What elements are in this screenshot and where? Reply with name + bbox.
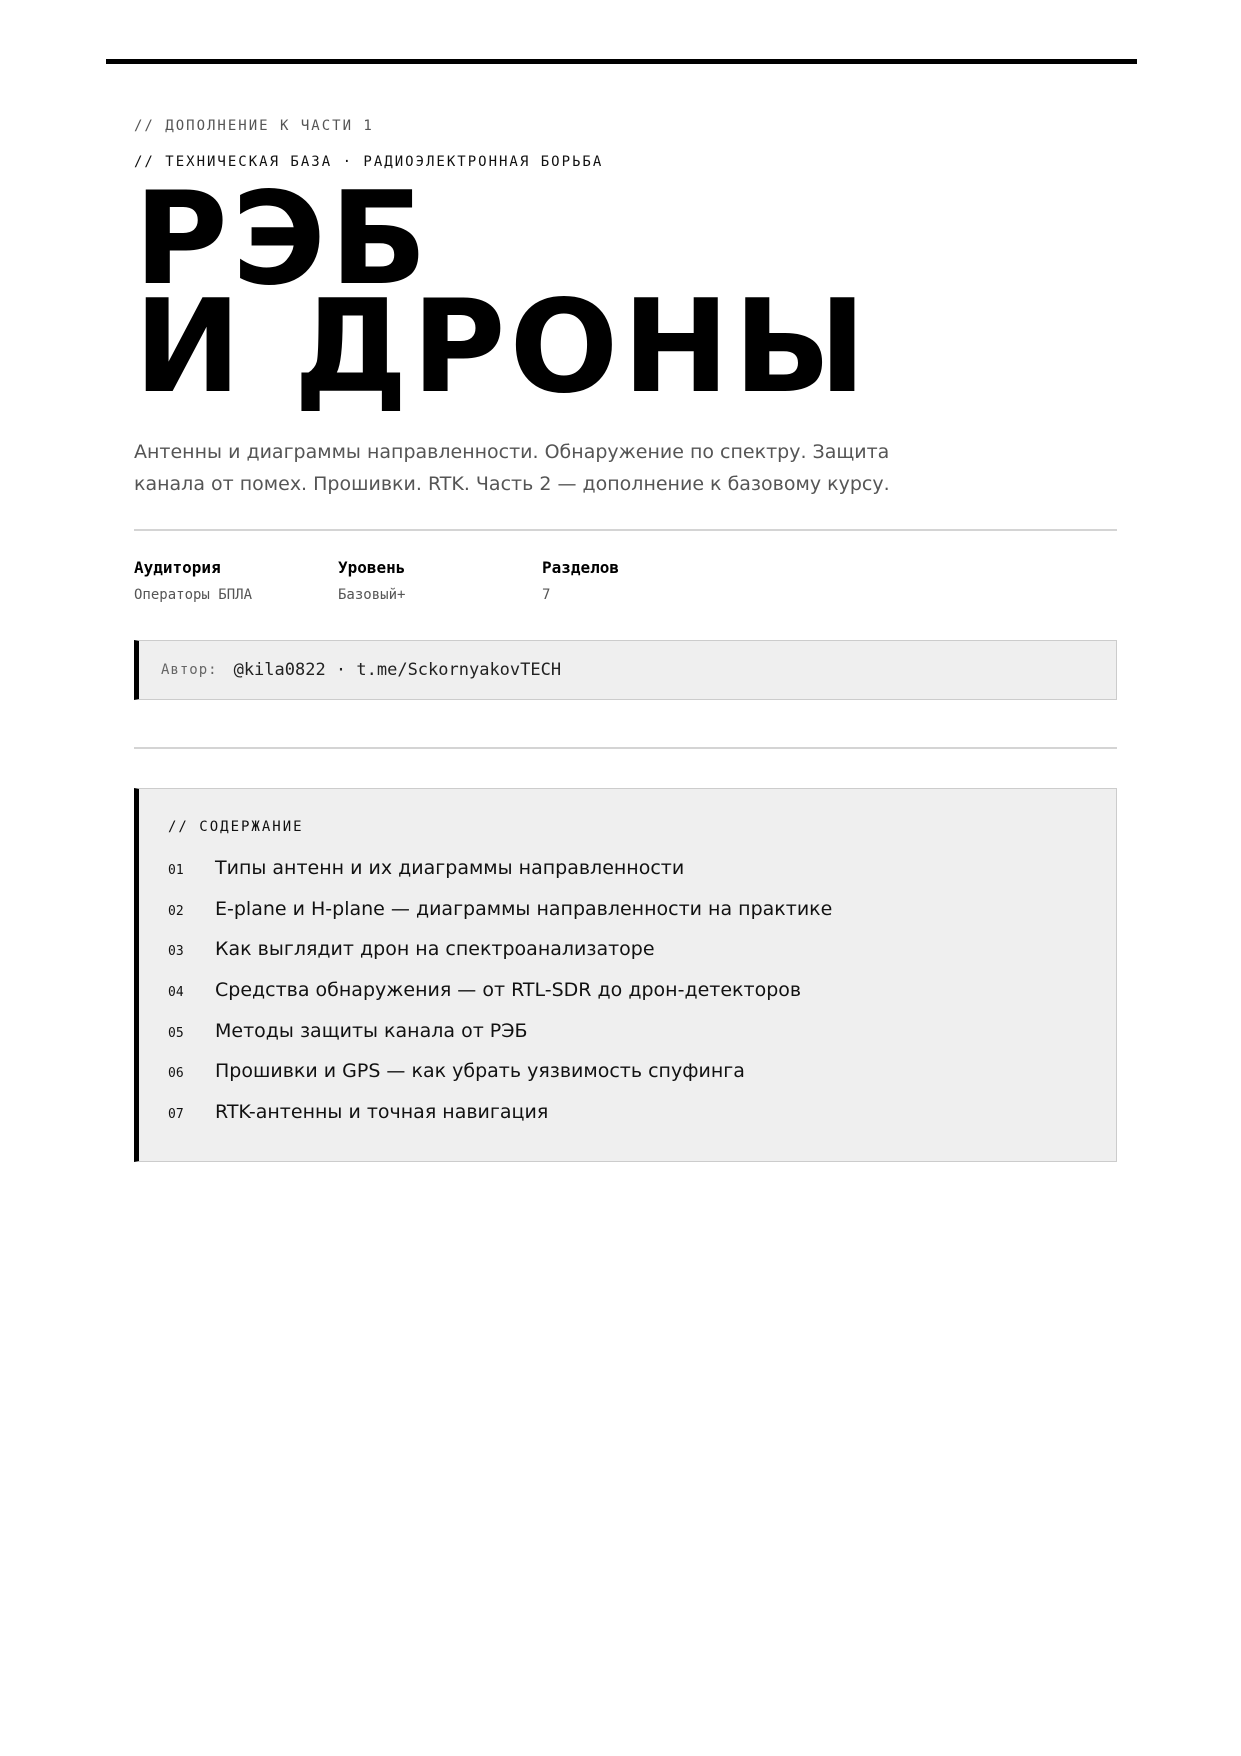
kicker-part: // ДОПОЛНЕНИЕ К ЧАСТИ 1 [134, 118, 374, 134]
subtitle [134, 436, 934, 500]
subtitle-line-1: Антенны и диаграммы направленности. Обнаружение по спектру. Защита [134, 441, 890, 463]
toc-item-text: Методы защиты канала от РЭБ [215, 1019, 528, 1042]
meta-audience [134, 558, 338, 603]
subtitle-line-2: канала от помех. Прошивки. RTK. Часть 2 — дополнение к базовому курсу. [134, 473, 890, 495]
toc-item-text: E-plane и H-plane — диаграммы направленности на практике [215, 897, 833, 920]
divider [134, 529, 1117, 531]
meta-label: Уровень [338, 558, 406, 577]
meta-info [134, 558, 746, 603]
toc-item[interactable] [168, 857, 1116, 898]
meta-label: Аудитория [134, 558, 221, 577]
toc-item-text: Типы антенн и их диаграммы направленности [215, 857, 685, 879]
kicker-topic: // ТЕХНИЧЕСКАЯ БАЗА · РАДИОЭЛЕКТРОННАЯ БОРЬБА [134, 154, 604, 170]
toc-item[interactable] [168, 1101, 1116, 1142]
author-box [134, 640, 1117, 700]
toc-item-number: 06 [168, 1066, 184, 1082]
title-line-2: И ДРОНЫ [134, 273, 871, 422]
top-rule [106, 59, 1137, 64]
toc-item-number: 04 [168, 985, 184, 1001]
page-title [134, 165, 871, 422]
toc-item[interactable] [168, 1020, 1116, 1061]
toc-item-number: 01 [168, 863, 184, 878]
meta-value: Базовый+ [338, 587, 406, 603]
toc-item[interactable] [168, 1060, 1116, 1101]
author-label: Автор: [161, 662, 218, 678]
author-value: @kila0822 · t.me/SckornyakovTECH [233, 660, 562, 680]
toc-item[interactable] [168, 979, 1116, 1020]
meta-sections [542, 558, 746, 603]
divider [134, 747, 1117, 749]
toc-item-text: Прошивки и GPS — как убрать уязвимость спуфинга [215, 1060, 745, 1083]
meta-label: Разделов [542, 558, 620, 577]
toc-item-text: Средства обнаружения — от RTL-SDR до дрон-детекторов [215, 979, 802, 1002]
toc-item[interactable] [168, 938, 1116, 979]
toc-item[interactable] [168, 898, 1116, 939]
toc-item-number: 02 [168, 903, 184, 919]
toc-item-number: 03 [168, 944, 184, 960]
toc-heading: // СОДЕРЖАНИЕ [168, 819, 304, 835]
meta-value: 7 [542, 587, 551, 603]
toc-item-number: 07 [168, 1107, 184, 1123]
toc-item-number: 05 [168, 1025, 184, 1041]
title-line-1: РЭБ [134, 165, 432, 314]
toc-item-text: Как выглядит дрон на спектроанализаторе [215, 938, 655, 961]
table-of-contents [134, 788, 1117, 1162]
toc-item-text: RTK-антенны и точная навигация [215, 1101, 549, 1124]
meta-value: Операторы БПЛА [134, 587, 253, 603]
meta-level [338, 558, 542, 603]
